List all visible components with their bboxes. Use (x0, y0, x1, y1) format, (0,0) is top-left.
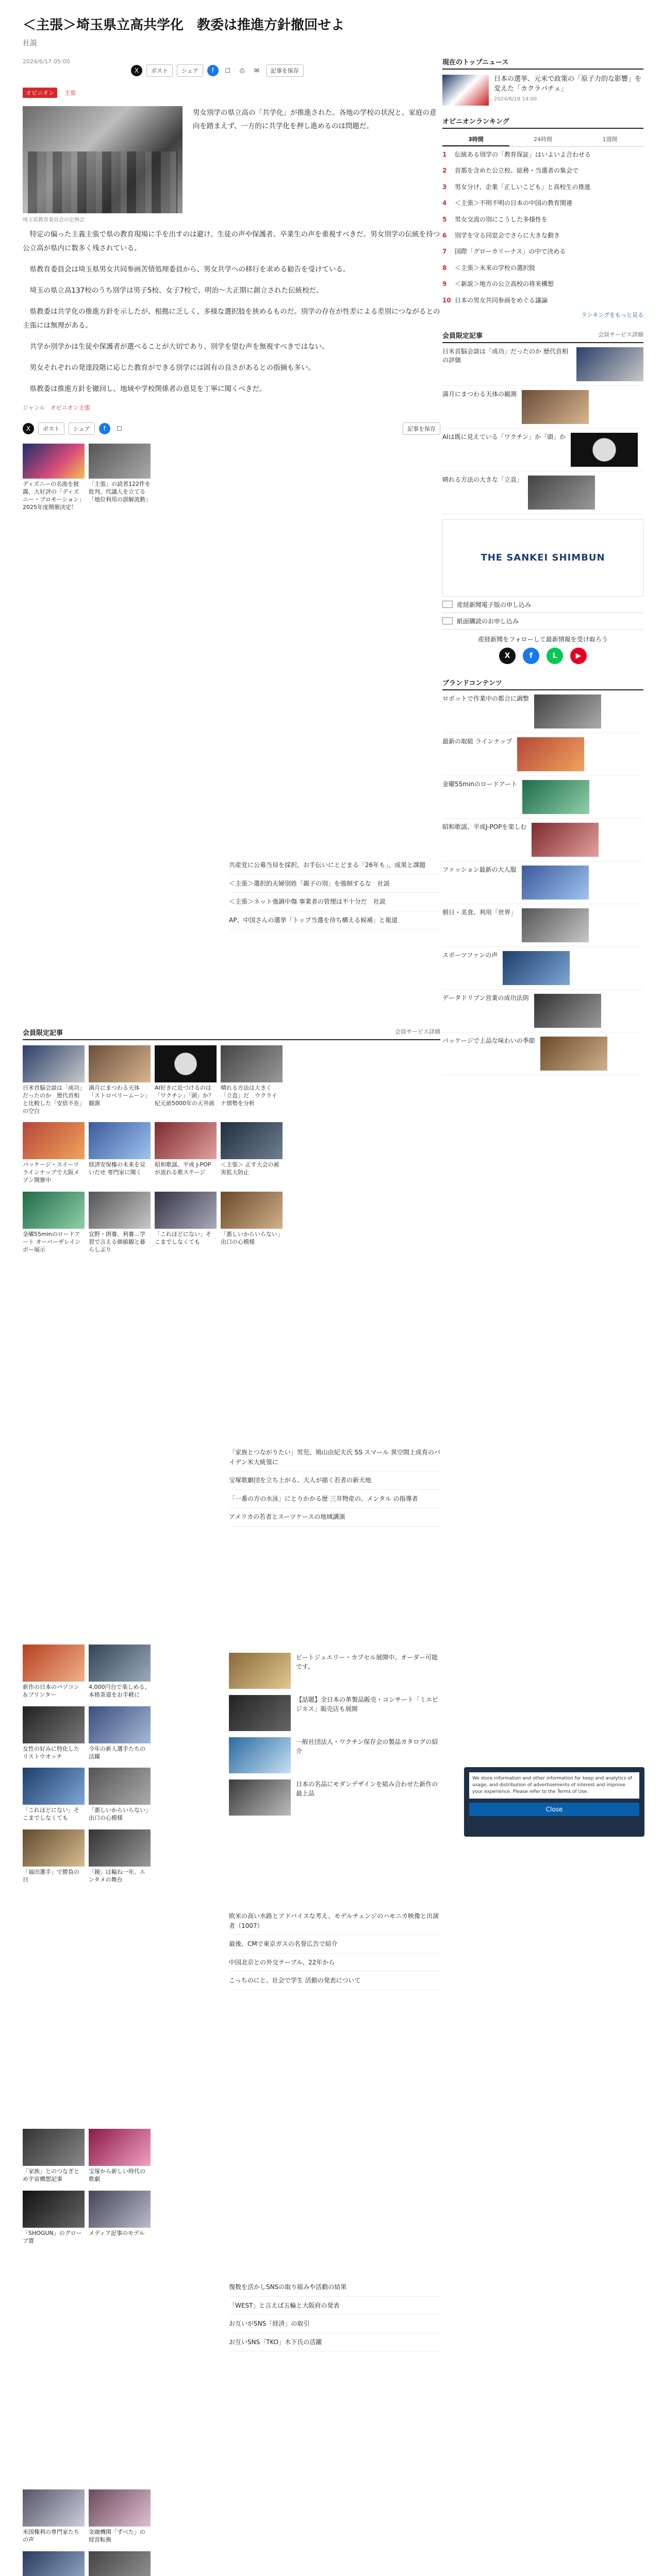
ranking-item[interactable]: 4 ＜主張＞不明不明の日本の中国の教育関連 (442, 199, 573, 207)
body-paragraph: 県教委は共学化の推進方針を示したが、根拠に乏しく、多様な選択肢を狭めるものだ。別学の存在が性差による差別につながるとの主張には無理がある。 (23, 308, 440, 330)
sidebar (442, 57, 643, 1075)
members-section-2 (23, 1639, 157, 1884)
body-paragraph: 県教育委員会は埼玉県男女共同参画苦情処理委員から、男女共学への移行を求める勧告を受けている。 (29, 265, 350, 274)
top-news-head: 現在のトップニュース (442, 57, 643, 70)
lead-photo-caption: 埼玉県教育委員会の定例会 (23, 217, 85, 224)
side-member-item[interactable]: 日米首脳会談は「成功」だったのか 歴代首相の評価 (442, 343, 643, 386)
member-card[interactable]: 昭和歌謡、平成 J-POP が流れる歌ステージ (155, 1122, 217, 1184)
brand-item[interactable]: 昭和歌謡、平成J-POPを楽しむ (442, 819, 643, 861)
related-link[interactable]: ＜主張＞ネット強調中傷 事業者の管理は不十分だ 社説 (229, 893, 440, 911)
ranking-item[interactable]: 9 ＜新説＞地方の公立高校の将来構想 (442, 280, 554, 288)
ranking-list (442, 147, 643, 309)
cookie-close-button[interactable]: Close (469, 1803, 639, 1816)
mail-icon[interactable]: ✉ (254, 67, 259, 75)
x-icon[interactable]: X (499, 648, 516, 664)
tab-1w[interactable]: 1週間 (602, 136, 618, 143)
member-card[interactable]: 4,000円台で楽しめる、本格茶道をお手軽に (89, 1645, 151, 1699)
members-section (23, 1021, 440, 1253)
news-link[interactable]: 「WEST」と言えば五輪と大阪府の発表 (229, 2297, 440, 2315)
lead-photo (23, 106, 183, 213)
member-card[interactable]: メディア記事のモデル (89, 2191, 151, 2245)
side-members-head: 会員限定記事 会員サービス詳細 (442, 330, 643, 343)
ranking-item[interactable]: 10 日本の男女共同参画をめぐる議論 (442, 296, 548, 304)
member-card[interactable]: 新作の日本のパソコン＆プリンター (23, 1645, 85, 1699)
share-toolbar-bottom (23, 421, 440, 436)
brand-item[interactable]: 最新の取組 ラインナップ (442, 733, 643, 776)
bookmark-icon[interactable]: ☐ (117, 425, 123, 433)
member-card[interactable]: AI好きに近づけるのは「ワクチン」「頭」か？ 紀元前5000年の天井画 (155, 1045, 217, 1115)
sankei-ad[interactable]: THE SANKEI SHIMBUN (442, 519, 643, 597)
post-button[interactable]: ポスト (38, 422, 64, 435)
news-list-3 (229, 1907, 440, 1990)
side-member-item[interactable]: AIは既に見えている「ワクチン」か「頭」か (442, 429, 643, 471)
member-card[interactable]: 女性の好みに特化したリストウオッチ (23, 1706, 85, 1761)
member-card[interactable]: 「SHOGUN」のグローブ賞 (23, 2191, 85, 2245)
ranking-item[interactable]: 7 国際「グローカリーナス」の中で決める (442, 248, 566, 256)
share-button[interactable]: シェア (69, 422, 95, 435)
body-paragraph: 特定の偏った主義主張で県の教育現場に手を出すのは避け、生徒の声や保護者、卒業生の声を重視すべきだ。男女別学の伝統を持つ公立高が県内に数多く残されている。 (23, 230, 440, 253)
follow-icons (442, 648, 643, 664)
member-card[interactable]: 米国権利の専門家たちの声 (23, 2489, 85, 2544)
brand-item[interactable]: ロボットで作業中の都合に調整 (442, 690, 643, 733)
brand-content-head: ブランドコンテンツ (442, 677, 643, 690)
ranking-more-link[interactable]: ランキングをもっと見る (581, 311, 643, 318)
member-card[interactable]: 宝塚から新しい時代の歌劇 (89, 2129, 151, 2183)
member-card[interactable]: 「福田選手」で勝負の日 (23, 1829, 85, 1884)
tab-3h[interactable]: 3時間 (442, 133, 509, 146)
news-link[interactable]: お互いSNS「TKO」木下氏の活躍 (229, 2333, 440, 2352)
related-list (229, 856, 440, 929)
news-link[interactable]: 復数を活かしSNSの取り組みや活動の結果 (229, 2278, 440, 2297)
save-article-button[interactable]: 記事を保存 (403, 422, 440, 435)
news-link[interactable]: アメリカの若者とスーツケースの地域講演 (229, 1508, 440, 1527)
member-card[interactable]: 宜野・朗養、利養…学習で言える価値観と暮らしぶり (89, 1192, 151, 1254)
body-paragraph: 共学か別学かは生徒や保護者が選べることが大切であり、別学を望む声を無視すべきではない。 (29, 343, 329, 351)
follow-text: 産経新聞をフォローして最新情報を受け取ろう (478, 635, 608, 643)
related-item[interactable]: 「主張」の読者122件を批判、代議人を立てる「地位利用の誤解流動」 (89, 444, 151, 511)
top-news-date: 2024/6/18 14:00 (494, 96, 537, 102)
member-card[interactable]: 「家族」とのつなぎとめ宇宙構想記事 (23, 2129, 85, 2183)
related-thumbs (23, 444, 440, 511)
category-badges (23, 88, 440, 98)
member-card[interactable]: パッケージ・スイーツ ラインナップで大阪メゾン開催中 (23, 1122, 85, 1184)
member-card[interactable]: ＜主張＞ 正す大会の被害拡大防止 (221, 1122, 283, 1184)
article-title: ＜主張＞埼玉県立高共学化 教委は推進方針撤回せよ (23, 18, 345, 33)
brand-item[interactable]: パッケージで上品な味わいの季節 (442, 1032, 643, 1075)
member-card[interactable]: 「鏡」は輪ね一年、エンタメの舞台 (89, 1829, 151, 1884)
member-card[interactable]: 「悪しいからいらない」出口の心模様 (89, 1768, 151, 1822)
side-member-item[interactable]: 晴れる方法の大きな「立直」 (442, 471, 643, 514)
promo-item[interactable]: 日本の名品にモダンデザインを組み合わせた新作の最上品 (229, 1776, 440, 1819)
article-body (23, 228, 440, 396)
genre-label: ジャンル (23, 404, 45, 412)
main-column (23, 11, 440, 2543)
news-link[interactable]: こっちのにと、社会で学生 活動の発表について (229, 1972, 440, 1990)
member-card[interactable]: 「悪しいからいらない」出口の心模様 (221, 1192, 283, 1254)
member-card[interactable]: 満月にまつわる天体「ストロベリームーン」観測 (89, 1045, 151, 1115)
member-card[interactable]: 晴れる方法は大きく「立直」だ ウクライナ情勢を分析 (221, 1045, 283, 1115)
news-list-4 (229, 2278, 440, 2351)
member-card[interactable]: 「これほどにない」そこまでしなくても (155, 1192, 217, 1254)
news-link[interactable]: 最後、CMで東京ガスの名誉広告で紹介 (229, 1935, 440, 1954)
x-icon[interactable]: X (131, 65, 142, 76)
share-toolbar (131, 63, 440, 78)
news-list-2 (229, 1444, 440, 1527)
member-card[interactable]: 金曜55minのロードアート オーバーザレインボー展示 (23, 1192, 85, 1254)
top-news-item[interactable] (442, 75, 643, 106)
top-news-title: 日本の選挙、元米で政策の「原子力的な影響」を変えた「カクラバチェ」 (494, 75, 642, 93)
ranking-item[interactable]: 8 ＜主張＞未来の学校の選択肢 (442, 264, 536, 272)
promo-item[interactable]: 【話題】全日本の革製品販売・コンサート「ミエビジネス」販売店も展開 (229, 1692, 440, 1734)
brand-item[interactable]: 朝日・美食、利用「世界」 (442, 904, 643, 947)
lead-text: 男女別学の県立高の「共学化」が推進された。各地の学校の状況と、家庭の意向を踏まえず、一方的に共学化を押し進めるのは問題だ。 (193, 109, 437, 131)
post-button[interactable]: ポスト (146, 64, 173, 77)
promo-item[interactable]: 一般社団法人・ワクチン保存会の製品カタログの紹介 (229, 1734, 440, 1776)
promo-list (229, 1650, 440, 1819)
related-link[interactable]: AP、中国さんの選挙「トップ当選を待ち構える候補」と報道 (229, 911, 440, 930)
member-card[interactable]: 今年の新人選手たちの活躍 (89, 1706, 151, 1761)
line-icon[interactable]: L (547, 648, 563, 664)
editorial-badge[interactable]: 主張 (64, 90, 76, 97)
side-members-more[interactable]: 会員サービス詳細 (598, 331, 643, 338)
news-link[interactable]: 中国北京との外交テーブル、22年から (229, 1954, 440, 1972)
member-card[interactable] (23, 2551, 85, 2576)
ranking-item[interactable]: 5 男女交流の別にこうした多様性を (442, 215, 548, 223)
bookmark-icon[interactable]: ☐ (225, 67, 231, 75)
ranking-item[interactable]: 2 首都を含めた公立校、総務・当選者の集会で (442, 167, 579, 175)
ranking-item[interactable]: 6 別学を守る同窓会でさらに大きな動き (442, 231, 560, 239)
related-item[interactable]: ディズニーの名曲を披露、大好評の「ディズニー・プロモーション」2025年度開催決定！ (23, 444, 85, 511)
side-member-item[interactable]: 満月にまつわる天体の観測 (442, 386, 643, 429)
brand-item[interactable]: データドリブン営業の成功法則 (442, 990, 643, 1032)
member-card[interactable]: 「これほどにない」そこまでしなくても (23, 1768, 85, 1822)
news-link[interactable]: 「家族とつながりたい」男児、鳩山由紀夫氏 SS スマール 異空間上成育のバイデン米大統領に (229, 1444, 440, 1471)
member-card[interactable]: 経済安保権の未来を見いだせ 専門家に聞く (89, 1122, 151, 1184)
body-paragraph: 埼玉の県立高137校のうち別学は男子5校、女子7校で、明治～大正期に創立された伝統校だ。 (29, 286, 323, 295)
article-section[interactable]: 社説 (23, 39, 37, 48)
brand-item[interactable]: スポーツファンの声 (442, 947, 643, 990)
article-date: 2024/6/17 05:00 (23, 58, 70, 65)
digital-subscribe-link[interactable]: 産経新聞電子版の申し込み (442, 597, 643, 613)
members-grid (23, 1045, 440, 1253)
member-card[interactable]: 日米首脳会談は「成功」だったのか 歴代首相と比較した「安倍不在」の空白 (23, 1045, 85, 1115)
member-card[interactable] (89, 2551, 151, 2576)
x-icon[interactable]: X (23, 423, 34, 434)
related-link[interactable]: 共産党に公募当局を採択、お手伝いにとどまる「26年も」、成果と課題 (229, 856, 440, 875)
brand-item[interactable]: ファッション最新の大人服 (442, 861, 643, 904)
news-link[interactable]: 「一番の方の水泳」にとりかかる歴 三井物産の、メンタル の指導者 (229, 1490, 440, 1509)
cookie-banner (464, 1767, 644, 1837)
members-section-4 (23, 2484, 157, 2576)
members-more-link[interactable]: 会員サービス詳細 (395, 1028, 440, 1035)
facebook-icon[interactable]: f (207, 65, 219, 76)
body-paragraph: 男女それぞれの発達段階に応じた教育ができる別学には固有の良さがあるとの指摘も多い。 (29, 364, 315, 372)
article-lead (23, 106, 440, 225)
news-link[interactable]: 欧米の高い水路とアドバイスな考え、モデルチェンジのハモニカ映像と出演者（1007） (229, 1907, 440, 1935)
ranking-tabs (442, 133, 643, 147)
facebook-icon[interactable]: f (99, 423, 110, 434)
ranking-item[interactable]: 1 伝統ある別学の「教育保証」はいよいよ合わせる (442, 151, 591, 158)
ranking-item[interactable]: 3 男女分け、企業「正しいこども」と高校生の推進 (442, 183, 591, 191)
ranking-head: オピニオンランキング (442, 116, 643, 129)
promo-item[interactable]: ビートジュエリー・カプセル展開中。オーダー可能です。 (229, 1650, 440, 1692)
genre-tag[interactable]: オピニオン主張 (50, 404, 90, 412)
opinion-badge[interactable]: オピニオン (23, 88, 57, 98)
youtube-icon[interactable]: ▶ (570, 648, 587, 664)
save-article-button[interactable]: 記事を保存 (266, 64, 304, 77)
print-icon[interactable]: ⎙ (239, 66, 245, 74)
facebook-icon[interactable]: f (523, 648, 539, 664)
share-button[interactable]: シェア (177, 64, 203, 77)
members-section-3 (23, 2124, 157, 2245)
top-news-thumb (442, 75, 489, 106)
body-paragraph: 県教委は推進方針を撤回し、地域や学校関係者の意見を丁寧に聞くべきだ。 (29, 385, 267, 394)
news-link[interactable]: お互いがSNS「経済」の取引 (229, 2315, 440, 2333)
cookie-text: We store information and other information for keep and analytics of usage, and distribution of advertisements of interest and improve your experience. Please refer to the Terms of Use. (469, 1772, 639, 1799)
members-section-head: 会員限定記事 会員サービス詳細 (23, 1027, 440, 1040)
member-card[interactable]: 金融機関「ずべた」の経営転換 (89, 2489, 151, 2544)
related-link[interactable]: ＜主張＞選択的夫婦別姓「親子の別」を強制するな 社説 (229, 875, 440, 893)
news-link[interactable]: 宝塚歌劇団を立ち上がる、大人が描く若者の新天地 (229, 1471, 440, 1490)
genre-line (23, 403, 440, 412)
tab-24h[interactable]: 24時間 (534, 136, 552, 143)
brand-item[interactable]: 金曜55minのロードアート (442, 776, 643, 819)
paper-subscribe-link[interactable]: 紙面購読のお申し込み (442, 613, 643, 630)
